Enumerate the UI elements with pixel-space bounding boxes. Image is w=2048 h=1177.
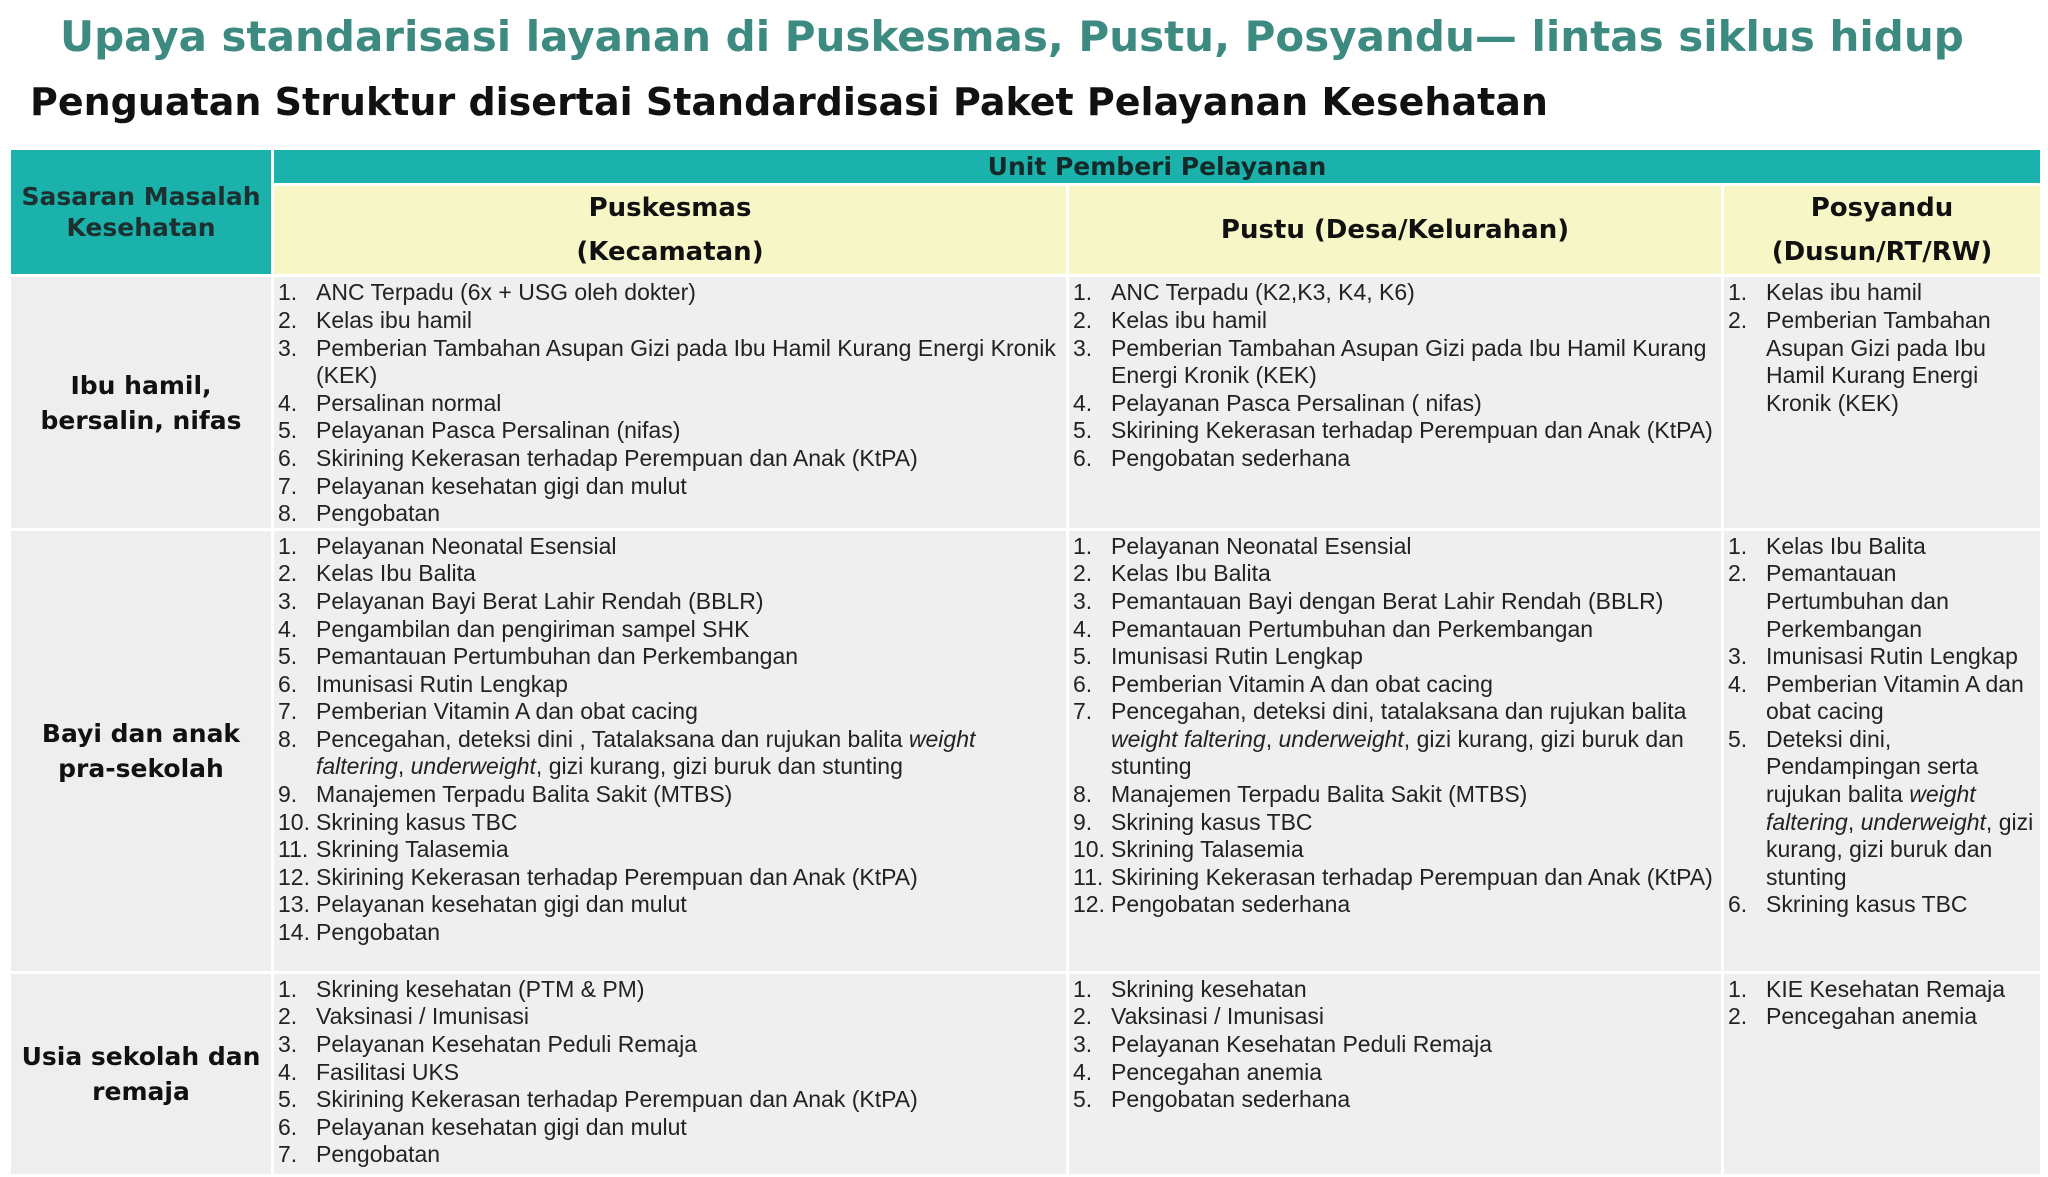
list-item-number: 4.: [1073, 615, 1093, 642]
list-item: [278, 1003, 1062, 1031]
row-label: Bayi dan anak pra-sekolah: [11, 531, 271, 971]
list-item-text: Pemantauan Pertumbuhan dan Perkembangan: [1111, 615, 1594, 642]
list-item: [1073, 560, 1717, 588]
list-item-number: 11.: [1073, 863, 1104, 890]
list-item: [278, 726, 1062, 781]
list-item-number: 1.: [278, 279, 298, 306]
list-item: [1073, 781, 1717, 809]
cell-puskesmas: [274, 531, 1066, 971]
list-item-number: 12.: [1073, 891, 1105, 918]
list-item-number: 8.: [278, 500, 298, 527]
cell-puskesmas: [274, 974, 1066, 1174]
list-item: [1728, 671, 2036, 726]
list-item-text: Kelas Ibu Balita: [1766, 532, 1926, 559]
list-item-text: KIE Kesehatan Remaja: [1766, 975, 2006, 1002]
cell-posyandu: [1724, 277, 2040, 527]
cell-puskesmas: [274, 277, 1066, 527]
list-item-text: Kelas ibu hamil: [1111, 306, 1267, 333]
list-item-number: 2.: [1073, 560, 1093, 587]
list-item: [278, 445, 1062, 473]
list-item-text: Pemberian Tambahan Asupan Gizi pada Ibu Hamil Kurang Energi Kronik (KEK): [1111, 334, 1707, 389]
list-item-text: Pelayanan Kesehatan Peduli Remaja: [316, 1030, 698, 1057]
list-item-text: Pelayanan Neonatal Esensial: [1111, 532, 1412, 559]
list-item-number: 9.: [1073, 808, 1093, 835]
list-item: [1073, 698, 1717, 781]
service-list: [1069, 974, 1721, 1114]
list-item-text: Skrining kasus TBC: [1766, 891, 1968, 918]
list-item: [278, 335, 1062, 390]
service-list: [1724, 974, 2040, 1031]
service-list: [274, 277, 1066, 527]
list-item-text: Vaksinasi / Imunisasi: [316, 1003, 530, 1030]
list-item-text: Fasilitasi UKS: [316, 1058, 460, 1085]
col-header-puskesmas-line2: (Kecamatan): [576, 237, 764, 268]
table-row: [11, 531, 2040, 971]
list-item-number: 6.: [1073, 444, 1093, 471]
list-item: [278, 1141, 1062, 1169]
list-item-number: 1.: [1073, 532, 1093, 559]
list-item-number: 2.: [278, 306, 298, 333]
list-item-number: 1.: [1073, 975, 1093, 1002]
list-item-text: Pengobatan: [316, 500, 441, 527]
list-item-text: Skirining Kekerasan terhadap Perempuan dan Anak (KtPA): [1111, 863, 1713, 890]
list-item-text: Kelas Ibu Balita: [316, 560, 476, 587]
list-item-text: Pengambilan dan pengiriman sampel SHK: [316, 615, 750, 642]
list-item-number: 6.: [1728, 891, 1748, 918]
col-header-pustu: Pustu (Desa/Kelurahan): [1069, 186, 1721, 274]
list-item: [278, 781, 1062, 809]
list-item-text: Pencegahan, deteksi dini , Tatalaksana dan rujukan balita weight faltering, underweight, gizi kurang, gizi buruk dan stunting: [316, 725, 976, 780]
list-item-text: Pemberian Vitamin A dan obat cacing: [1766, 670, 2024, 725]
list-item: [1073, 836, 1717, 864]
list-item-number: 7.: [278, 698, 298, 725]
list-item-number: 4.: [278, 1058, 298, 1085]
list-item-number: 8.: [278, 725, 298, 752]
list-item-text: Skirining Kekerasan terhadap Perempuan dan Anak (KtPA): [316, 444, 918, 471]
list-item-text: Manajemen Terpadu Balita Sakit (MTBS): [1111, 781, 1528, 808]
list-item-text: Pengobatan sederhana: [1111, 444, 1351, 471]
list-item: [1728, 891, 2036, 919]
service-list: [1724, 277, 2040, 417]
list-item: [278, 616, 1062, 644]
list-item-number: 4.: [1073, 1058, 1093, 1085]
list-item-number: 3.: [278, 334, 298, 361]
list-item-number: 2.: [1728, 1003, 1748, 1030]
list-item: [1728, 279, 2036, 307]
list-item: [1073, 1059, 1717, 1087]
list-item-number: 5.: [278, 417, 298, 444]
service-list: [1724, 531, 2040, 919]
list-item-text: ANC Terpadu (6x + USG oleh dokter): [316, 279, 696, 306]
list-item: [278, 390, 1062, 418]
list-item-number: 2.: [278, 1003, 298, 1030]
page-subtitle: Penguatan Struktur disertai Standardisasi Paket Pelayanan Kesehatan: [30, 80, 1548, 124]
list-item-number: 3.: [1073, 1030, 1093, 1057]
list-item-number: 1.: [278, 975, 298, 1002]
list-item-text: Pemberian Vitamin A dan obat cacing: [316, 698, 698, 725]
list-item: [1073, 1031, 1717, 1059]
list-item: [1728, 307, 2036, 417]
list-item-text: Skrining kesehatan: [1111, 975, 1307, 1002]
list-item: [278, 1059, 1062, 1087]
list-item-text: Pemantauan Bayi dengan Berat Lahir Rendah (BBLR): [1111, 587, 1664, 614]
list-item-number: 9.: [278, 781, 298, 808]
list-item: [1728, 560, 2036, 643]
target-header: Sasaran Masalah Kesehatan: [11, 150, 271, 274]
row-label: Ibu hamil, bersalin, nifas: [11, 277, 271, 527]
list-item-text: Pencegahan anemia: [1111, 1058, 1322, 1085]
list-item: [278, 643, 1062, 671]
list-item-text: Skrining kasus TBC: [1111, 808, 1313, 835]
list-item-text: Pengobatan sederhana: [1111, 891, 1351, 918]
unit-header: Unit Pemberi Pelayanan: [274, 150, 2040, 183]
list-item-text: Pelayanan Kesehatan Peduli Remaja: [1111, 1030, 1493, 1057]
list-item: [278, 891, 1062, 919]
list-item-number: 12.: [278, 863, 310, 890]
list-item-number: 3.: [1073, 334, 1093, 361]
list-item: [278, 1114, 1062, 1142]
list-item-number: 7.: [278, 1141, 298, 1168]
list-item-number: 5.: [278, 1086, 298, 1113]
service-table: [8, 147, 2043, 1177]
list-item-text: Pemberian Vitamin A dan obat cacing: [1111, 670, 1493, 697]
list-item-number: 4.: [1728, 670, 1748, 697]
list-item-text: Pencegahan anemia: [1766, 1003, 1977, 1030]
col-header-posyandu: Posyandu (Dusun/RT/RW): [1724, 186, 2040, 274]
list-item: [1073, 588, 1717, 616]
list-item-number: 2.: [1728, 560, 1748, 587]
list-item-text: Pengobatan sederhana: [1111, 1086, 1351, 1113]
list-item-text: Skirining Kekerasan terhadap Perempuan dan Anak (KtPA): [316, 863, 918, 890]
list-item-number: 6.: [1073, 670, 1093, 697]
list-item: [1073, 279, 1717, 307]
list-item-text: Imunisasi Rutin Lengkap: [316, 670, 568, 697]
list-item: [1073, 307, 1717, 335]
list-item-text: Kelas Ibu Balita: [1111, 560, 1271, 587]
service-list: [274, 531, 1066, 947]
list-item-text: Pemberian Tambahan Asupan Gizi pada Ibu Hamil Kurang Energi Kronik (KEK): [1766, 306, 1991, 416]
list-item-number: 8.: [1073, 781, 1093, 808]
list-item: [1073, 445, 1717, 473]
list-item: [278, 1031, 1062, 1059]
list-item-number: 1.: [1728, 975, 1748, 1002]
list-item-text: Pelayanan Pasca Persalinan (nifas): [316, 417, 681, 444]
service-list: [274, 974, 1066, 1169]
list-item-text: Vaksinasi / Imunisasi: [1111, 1003, 1325, 1030]
list-item: [1073, 417, 1717, 445]
list-item-number: 6.: [278, 1113, 298, 1140]
list-item-text: Manajemen Terpadu Balita Sakit (MTBS): [316, 781, 733, 808]
list-item-number: 4.: [1073, 389, 1093, 416]
list-item-number: 6.: [278, 444, 298, 471]
list-item: [1073, 864, 1717, 892]
list-item-number: 5.: [1073, 643, 1093, 670]
list-item-number: 7.: [278, 472, 298, 499]
list-item-number: 5.: [278, 643, 298, 670]
list-item-text: Persalinan normal: [316, 389, 502, 416]
list-item-number: 3.: [1073, 587, 1093, 614]
list-item: [278, 836, 1062, 864]
row-label: Usia sekolah dan remaja: [11, 974, 271, 1174]
list-item-number: 13.: [278, 891, 310, 918]
list-item-text: Pelayanan Neonatal Esensial: [316, 532, 617, 559]
list-item-text: Pelayanan kesehatan gigi dan mulut: [316, 1113, 687, 1140]
list-item-text: Skirining Kekerasan terhadap Perempuan dan Anak (KtPA): [1111, 417, 1713, 444]
list-item-number: 5.: [1073, 417, 1093, 444]
list-item-text: Pengobatan: [316, 919, 441, 946]
list-item: [278, 919, 1062, 947]
service-list: [1069, 531, 1721, 919]
list-item-number: 2.: [1073, 1003, 1093, 1030]
list-item: [278, 473, 1062, 501]
list-item: [1073, 335, 1717, 390]
list-item-text: Skrining Talasemia: [316, 836, 509, 863]
cell-posyandu: [1724, 974, 2040, 1174]
list-item-text: Pelayanan kesehatan gigi dan mulut: [316, 472, 687, 499]
list-item-text: Imunisasi Rutin Lengkap: [1766, 643, 2018, 670]
list-item-text: Skrining kesehatan (PTM & PM): [316, 975, 645, 1002]
list-item-number: 3.: [278, 587, 298, 614]
list-item-text: Pelayanan kesehatan gigi dan mulut: [316, 891, 687, 918]
list-item-number: 5.: [1073, 1086, 1093, 1113]
list-item-number: 14.: [278, 919, 310, 946]
list-item: [1073, 1003, 1717, 1031]
list-item: [1073, 1086, 1717, 1114]
list-item-number: 5.: [1728, 725, 1748, 752]
list-item: [278, 809, 1062, 837]
list-item: [1073, 976, 1717, 1004]
list-item: [278, 698, 1062, 726]
list-item-number: 3.: [1728, 643, 1748, 670]
list-item-text: Pencegahan, deteksi dini, tatalaksana dan rujukan balita weight faltering, underweight, gizi kurang, gizi buruk dan stunting: [1111, 698, 1687, 780]
list-item-number: 10.: [278, 808, 310, 835]
list-item: [278, 500, 1062, 528]
list-item-number: 4.: [278, 615, 298, 642]
table-row: [11, 277, 2040, 527]
list-item-number: 6.: [278, 670, 298, 697]
list-item-number: 3.: [278, 1030, 298, 1057]
list-item-text: Pelayanan Pasca Persalinan ( nifas): [1111, 389, 1482, 416]
list-item-text: Skrining kasus TBC: [316, 808, 518, 835]
list-item: [1728, 533, 2036, 561]
list-item: [1073, 390, 1717, 418]
list-item-number: 1.: [1728, 532, 1748, 559]
list-item-number: 7.: [1073, 698, 1093, 725]
service-list: [1069, 277, 1721, 472]
list-item-number: 10.: [1073, 836, 1105, 863]
list-item-text: Skirining Kekerasan terhadap Perempuan dan Anak (KtPA): [316, 1086, 918, 1113]
col-header-puskesmas: [274, 186, 1066, 274]
list-item: [278, 588, 1062, 616]
list-item-text: Imunisasi Rutin Lengkap: [1111, 643, 1363, 670]
list-item-text: Kelas ibu hamil: [316, 306, 472, 333]
list-item-number: 2.: [1073, 306, 1093, 333]
list-item: [1073, 891, 1717, 919]
col-header-puskesmas-line1: Puskesmas: [588, 193, 752, 223]
list-item: [1728, 726, 2036, 892]
list-item-text: Pemantauan Pertumbuhan dan Perkembangan: [316, 643, 799, 670]
list-item: [278, 533, 1062, 561]
list-item: [278, 279, 1062, 307]
list-item-text: Pelayanan Bayi Berat Lahir Rendah (BBLR): [316, 587, 764, 614]
list-item-number: 1.: [278, 532, 298, 559]
list-item-text: Pengobatan: [316, 1141, 441, 1168]
list-item: [1728, 1003, 2036, 1031]
list-item: [278, 417, 1062, 445]
list-item: [278, 671, 1062, 699]
cell-pustu: [1069, 531, 1721, 971]
list-item: [278, 864, 1062, 892]
list-item-number: 11.: [278, 836, 309, 863]
list-item: [278, 976, 1062, 1004]
list-item-text: Pemantauan Pertumbuhan dan Perkembangan: [1766, 560, 1949, 642]
list-item-number: 1.: [1728, 279, 1748, 306]
cell-pustu: [1069, 974, 1721, 1174]
list-item-text: Kelas ibu hamil: [1766, 279, 1922, 306]
list-item: [1728, 976, 2036, 1004]
list-item: [1073, 671, 1717, 699]
list-item: [278, 1086, 1062, 1114]
list-item-text: Pemberian Tambahan Asupan Gizi pada Ibu Hamil Kurang Energi Kronik (KEK): [316, 334, 1056, 389]
page-title: Upaya standarisasi layanan di Puskesmas, Pustu, Posyandu— lintas siklus hidup: [60, 12, 1964, 61]
list-item: [1073, 533, 1717, 561]
table-row: [11, 974, 2040, 1174]
list-item: [1073, 616, 1717, 644]
cell-posyandu: [1724, 531, 2040, 971]
list-item: [278, 560, 1062, 588]
list-item-number: 2.: [1728, 306, 1748, 333]
list-item: [1728, 643, 2036, 671]
list-item-number: 1.: [1073, 279, 1093, 306]
list-item-number: 2.: [278, 560, 298, 587]
list-item: [278, 307, 1062, 335]
list-item: [1073, 643, 1717, 671]
cell-pustu: [1069, 277, 1721, 527]
list-item-text: Deteksi dini, Pendampingan serta rujukan balita weight faltering, underweight, gizi kurang, gizi buruk dan stunting: [1766, 725, 2034, 890]
list-item-number: 4.: [278, 389, 298, 416]
list-item: [1073, 809, 1717, 837]
list-item-text: ANC Terpadu (K2,K3, K4, K6): [1111, 279, 1415, 306]
list-item-text: Skrining Talasemia: [1111, 836, 1304, 863]
